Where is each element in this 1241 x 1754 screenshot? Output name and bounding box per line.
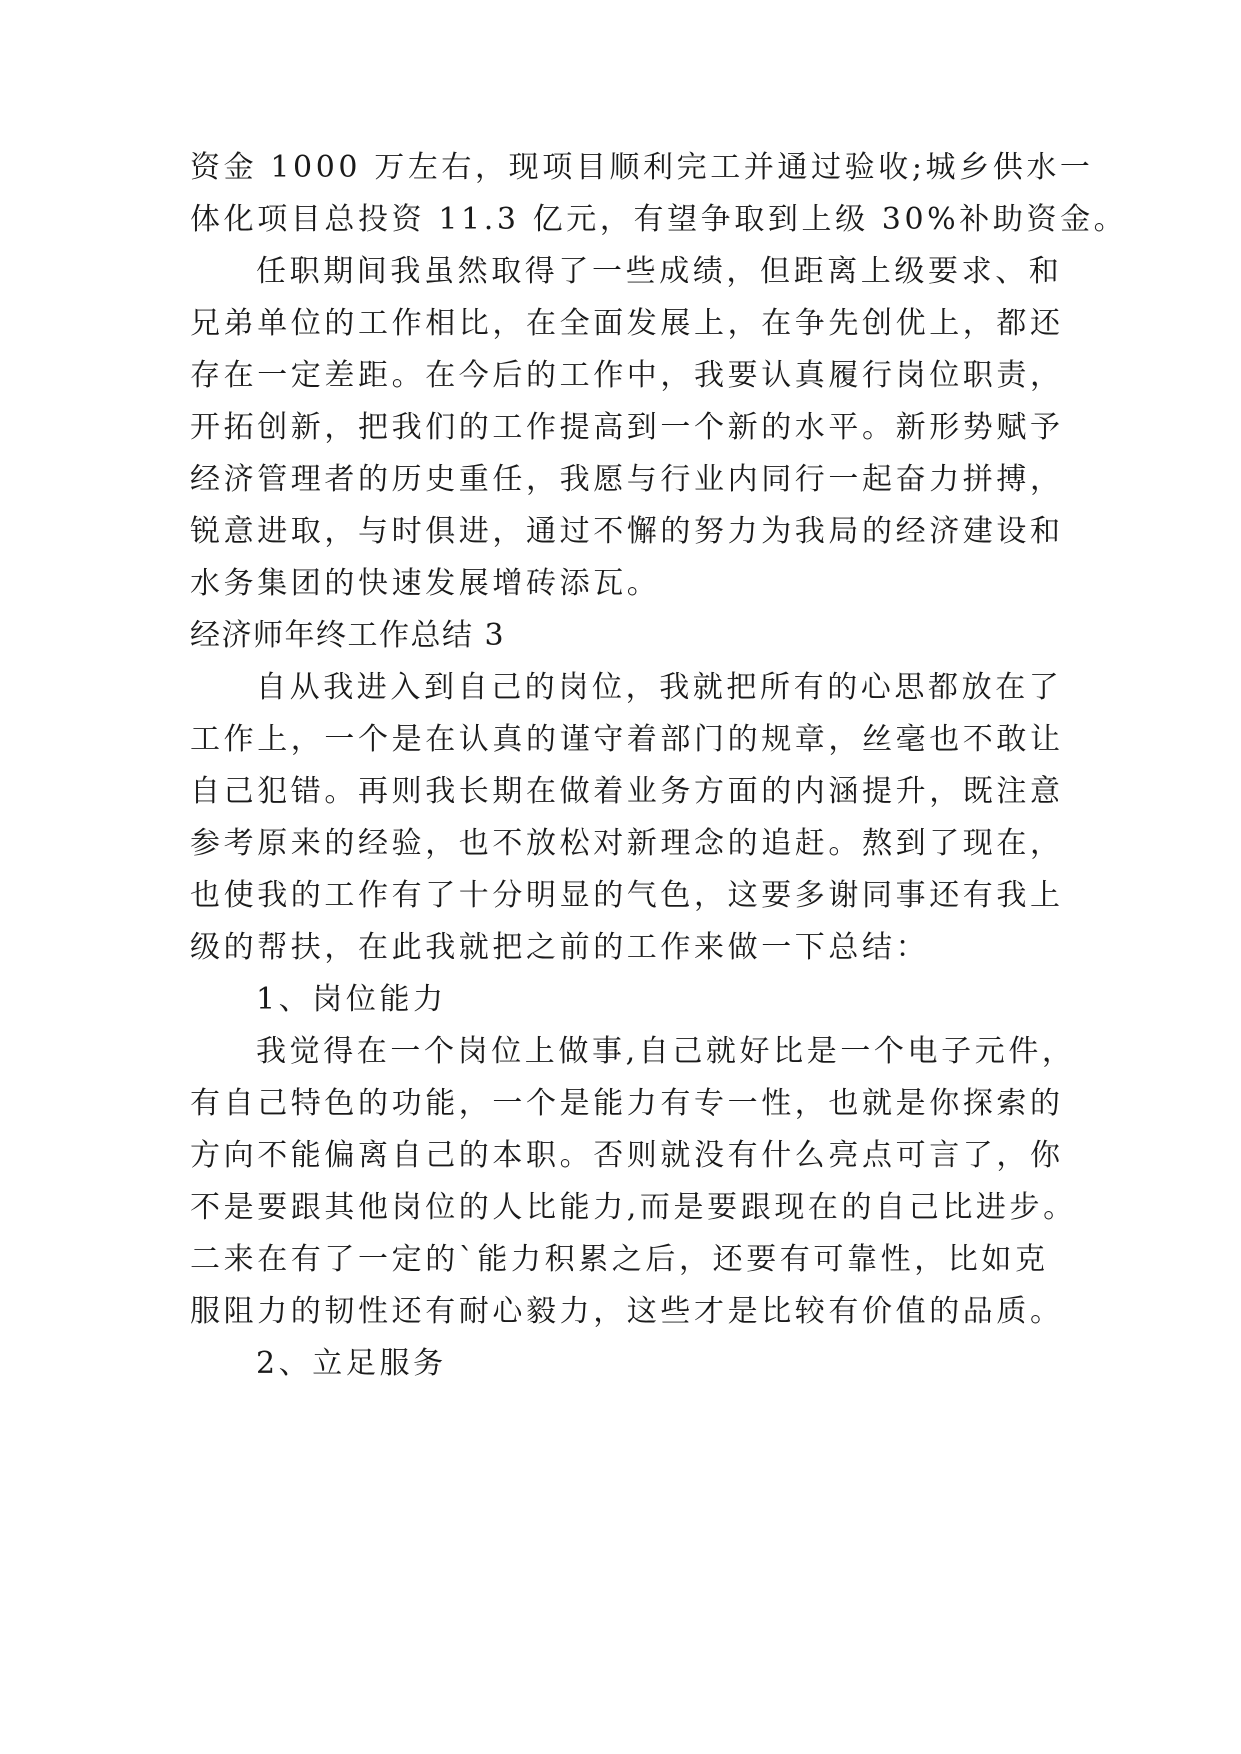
text-line: 锐意进取，与时俱进，通过不懈的努力为我局的经济建设和 [190,514,1064,549]
text-line: 不是要跟其他岗位的人比能力,而是要跟现在的自己比进步。 [190,1190,1077,1225]
text-line: 资金 1000 万左右，现项目顺利完工并通过验收;城乡供水一 [190,150,1094,185]
text-line: 也使我的工作有了十分明显的气色，这要多谢同事还有我上 [190,878,1064,913]
text-line: 自己犯错。再则我长期在做着业务方面的内涵提升，既注意 [190,774,1064,809]
text-line: 水务集团的快速发展增砖添瓦。 [190,566,661,601]
section-title: 经济师年终工作总结 3 [190,618,506,653]
text-line: 级的帮扶，在此我就把之前的工作来做一下总结： [190,930,930,965]
text-line: 体化项目总投资 11.3 亿元，有望争取到上级 30%补助资金。 [190,202,1128,237]
text-line: 开拓创新，把我们的工作提高到一个新的水平。新形势赋予 [190,410,1064,445]
paragraph-start-line: 我觉得在一个岗位上做事,自己就好比是一个电子元件， [256,1034,1076,1069]
text-line: 工作上，一个是在认真的谨守着部门的规章，丝毫也不敢让 [190,722,1064,757]
paragraph-start-line: 任职期间我虽然取得了一些成绩，但距离上级要求、和 [256,254,1063,289]
text-line: 方向不能偏离自己的本职。否则就没有什么亮点可言了，你 [190,1138,1064,1173]
text-line: 二来在有了一定的`能力积累之后，还要有可靠性，比如克 [190,1242,1049,1277]
text-line: 兄弟单位的工作相比，在全面发展上，在争先创优上，都还 [190,306,1064,341]
paragraph-start-line: 自从我进入到自己的岗位，我就把所有的心思都放在了 [256,670,1063,705]
text-line: 服阻力的韧性还有耐心毅力，这些才是比较有价值的品质。 [190,1294,1064,1329]
subheading: 2、立足服务 [256,1346,447,1381]
text-line: 有自己特色的功能，一个是能力有专一性，也就是你探索的 [190,1086,1064,1121]
subheading: 1、岗位能力 [256,982,447,1017]
text-line: 参考原来的经验，也不放松对新理念的追赶。熬到了现在， [190,826,1064,861]
text-line: 存在一定差距。在今后的工作中，我要认真履行岗位职责， [190,358,1064,393]
text-line: 经济管理者的历史重任，我愿与行业内同行一起奋力拼搏， [190,462,1064,497]
